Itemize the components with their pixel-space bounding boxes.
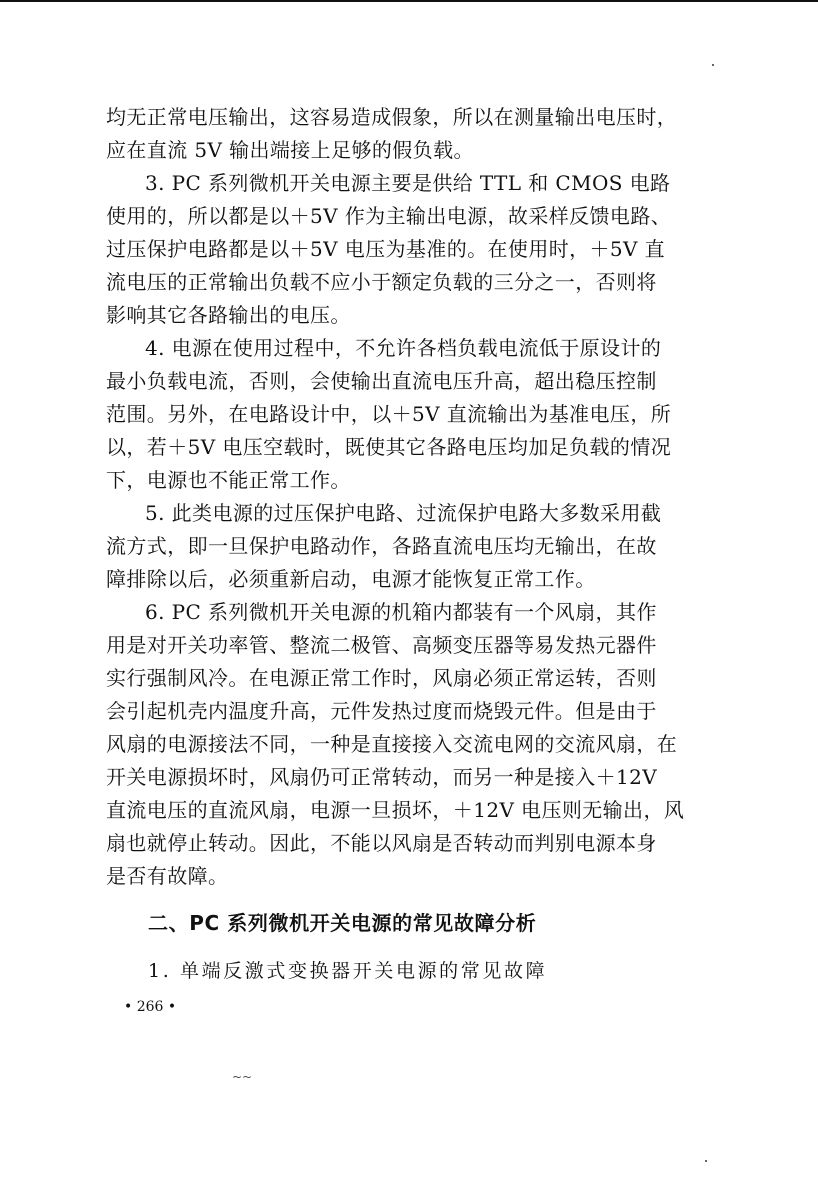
section-heading: 二、PC 系列微机开关电源的常见故障分析 xyxy=(148,911,537,935)
subsection-heading: 1. 单端反激式变换器开关电源的常见故障 xyxy=(148,960,548,982)
paragraph-5-line: 5. 此类电源的过压保护电路、过流保护电路大多数采用截 xyxy=(145,501,662,525)
paragraph-5-line: 流方式，即一旦保护电路动作，各路直流电压均无输出，在故 xyxy=(106,534,657,558)
paragraph-6-line: 开关电源损坏时，风扇仍可正常转动，而另一种是接入＋12V xyxy=(106,765,658,789)
body-line: 均无正常电压输出，这容易造成假象，所以在测量输出电压时， xyxy=(106,105,678,129)
body-line: 应在直流 5V 输出端接上足够的假负载。 xyxy=(106,138,474,162)
paragraph-3-line: 3. PC 系列微机开关电源主要是供给 TTL 和 CMOS 电路 xyxy=(145,171,671,195)
paragraph-4-line: 范围。另外，在电路设计中，以＋5V 直流输出为基准电压，所 xyxy=(106,402,672,426)
paragraph-5-line: 障排除以后，必须重新启动，电源才能恢复正常工作。 xyxy=(106,567,596,591)
paragraph-6-line: 风扇的电源接法不同，一种是直接接入交流电网的交流风扇，在 xyxy=(106,732,678,756)
scan-mark: ~~ xyxy=(232,1070,253,1084)
paragraph-4-line: 下，电源也不能正常工作。 xyxy=(106,468,351,492)
paragraph-3-line: 使用的，所以都是以＋5V 作为主输出电源，故采样反馈电路、 xyxy=(106,204,672,228)
paragraph-6-line: 直流电压的直流风扇，电源一旦损坏，＋12V 电压则无输出，风 xyxy=(106,798,685,822)
paragraph-6-line: 扇也就停止转动。因此，不能以风扇是否转动而判别电源本身 xyxy=(106,831,657,855)
paragraph-6-line: 用是对开关功率管、整流二极管、高频变压器等易发热元器件 xyxy=(106,633,657,657)
paragraph-6-line: 6. PC 系列微机开关电源的机箱内都装有一个风扇，其作 xyxy=(145,600,657,624)
paragraph-3-line: 影响其它各路输出的电压。 xyxy=(106,303,351,327)
page-number: • 266 • xyxy=(124,999,177,1015)
paragraph-4-line: 最小负载电流，否则，会使输出直流电压升高，超出稳压控制 xyxy=(106,369,657,393)
paragraph-6-line: 实行强制风冷。在电源正常工作时，风扇必须正常运转，否则 xyxy=(106,666,657,690)
paragraph-3-line: 流电压的正常输出负载不应小于额定负载的三分之一，否则将 xyxy=(106,270,657,294)
paragraph-4-line: 以，若＋5V 电压空载时，既使其它各路电压均加足负载的情况 xyxy=(106,435,672,459)
paragraph-6-line: 会引起机壳内温度升高，元件发热过度而烧毁元件。但是由于 xyxy=(106,699,657,723)
paragraph-4-line: 4. 电源在使用过程中，不允许各档负载电流低于原设计的 xyxy=(145,336,662,360)
paragraph-3-line: 过压保护电路都是以＋5V 电压为基准的。在使用时，＋5V 直 xyxy=(106,237,666,261)
paragraph-6-line: 是否有故障。 xyxy=(106,864,229,888)
